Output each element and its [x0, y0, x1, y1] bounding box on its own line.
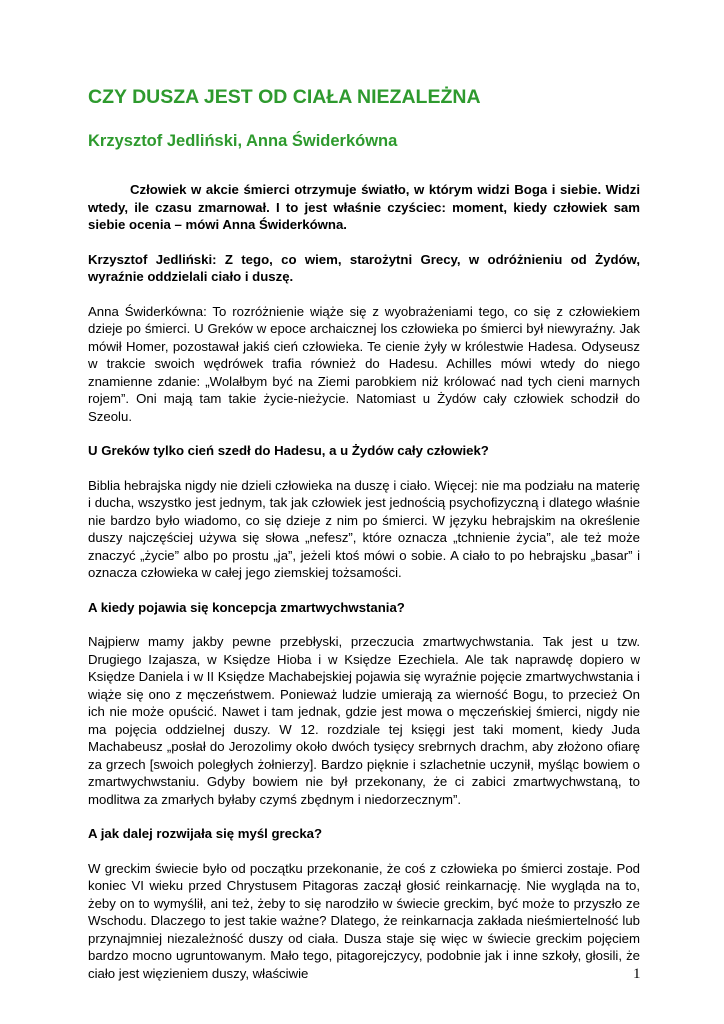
- interviewer-question: U Greków tylko cień szedł do Hadesu, a u Żydów cały człowiek?: [88, 443, 489, 458]
- page-number: 1: [633, 966, 641, 982]
- answer-paragraph: Biblia hebrajska nigdy nie dzieli człowieka na duszę i ciało. Więcej: nie ma podziału na materię i ducha, wszystko jest jednym, tak jak człowiek jest jednością psychofizyczną i dlatego właśnie nie bardzo było wiadomo, co się dzieje z nim po śmierci. W języku hebrajskim na określenie duszy najczęściej używa się słowa „nefesz”, które oznacza „tchnienie życia”, ale też może znaczyć „życie” albo po prostu „ja”, jeżeli ktoś mówi o sobie. A ciało to po hebrajsku „basar” i oznacza człowieka w całej jego ziemskiej tożsamości.: [88, 477, 640, 580]
- answer-paragraph: Najpierw mamy jakby pewne przebłyski, przeczucia zmartwychwstania. Tak jest u tzw. Drugiego Izajasza, w Księdze Hioba i w Księdze Ezechiela. Ale tak naprawdę dopiero w Księdze Daniela i w II Księdze Machabejskiej pojawia się wyraźnie pojęcie zmartwychwstania i wiąże się ono z męczeństwem. Ponieważ ludzie umierają za wierność Bogu, to przecież On ich nie może opuścić. Nawet i tam jednak, gdzie jest mowa o męczeńskiej śmierci, nigdy nie ma pojęcia oddzielnej duszy. W 12. rozdziale tej księgi jest taki moment, kiedy Juda Machabeusz „posłał do Jerozolimy około dwóch tysięcy srebrnych drachm, aby złożono ofiarę za grzech [swoich poległych żołnierzy]. Bardzo pięknie i szlachetnie uczynił, myśląc bowiem o zmartwychwstaniu. Gdyby bowiem nie był przekonany, że ci zabici zmartwychwstaną, to modlitwa za zmarłych byłaby czymś zbędnym i niedorzecznym”.: [88, 634, 640, 807]
- interviewer-question: A jak dalej rozwijała się myśl grecka?: [88, 826, 323, 841]
- article-title: CZY DUSZA JEST OD CIAŁA NIEZALEŻNA: [88, 86, 481, 108]
- interviewer-question: Krzysztof Jedliński: Z tego, co wiem, starożytni Grecy, w odróżnieniu od Żydów, wyraźnie oddzielali ciało i duszę.: [88, 251, 640, 284]
- interviewer-question: A kiedy pojawia się koncepcja zmartwychwstania?: [88, 599, 405, 615]
- answer-paragraph: W greckim świecie było od początku przekonanie, że coś z człowieka po śmierci zostaje. Pod koniec VI wieku przed Chrystusem Pitagoras zaczął głosić reinkarnację. Nie wygląda na to, żeby on to wymyślił, ani też, żeby to się narodziło w świecie greckim, być może to przyszło ze Wschodu. Dlaczego to jest takie ważne? Dlatego, że reinkarnacja zakłada nieśmiertelność lub przynajmniej niezależność duszy od ciała. Dusza staje się więc w świecie greckim pojęciem bardzo mocno ugruntowanym. Mało tego, pitagorejczycy, podobnie jak i inne szkoły, głosili, że ciało jest więzieniem duszy, właściwie: [88, 860, 640, 981]
- lead-paragraph: Człowiek w akcie śmierci otrzymuje światło, w którym widzi Boga i siebie. Widzi wtedy, ile czasu zmarnował. I to jest właśnie czyściec: moment, kiedy człowiek sam siebie ocenia – mówi Anna Świderkówna.: [88, 182, 640, 232]
- article-body: [88, 181, 640, 999]
- answer-paragraph: Anna Świderkówna: To rozróżnienie wiąże się z wyobrażeniami tego, co się z człowiekiem dzieje po śmierci. U Greków w epoce archaicznej los człowieka po śmierci był niewyraźny. Jak mówił Homer, pozostawał jakiś cień człowieka. Te cienie żyły w królestwie Hadesa. Odyseusz w trakcie swoich wędrówek trafia również do Hadesu. Achilles mówi wtedy do niego znamienne zdanie: „Wolałbym być na Ziemi parobkiem niż królować nad tych cieni marnych rojem”. Oni mają tam takie życie-nieżycie. Natomiast u Żydów cały człowiek schodził do Szeolu.: [88, 303, 640, 424]
- article-authors: Krzysztof Jedliński, Anna Świderkówna: [88, 132, 398, 150]
